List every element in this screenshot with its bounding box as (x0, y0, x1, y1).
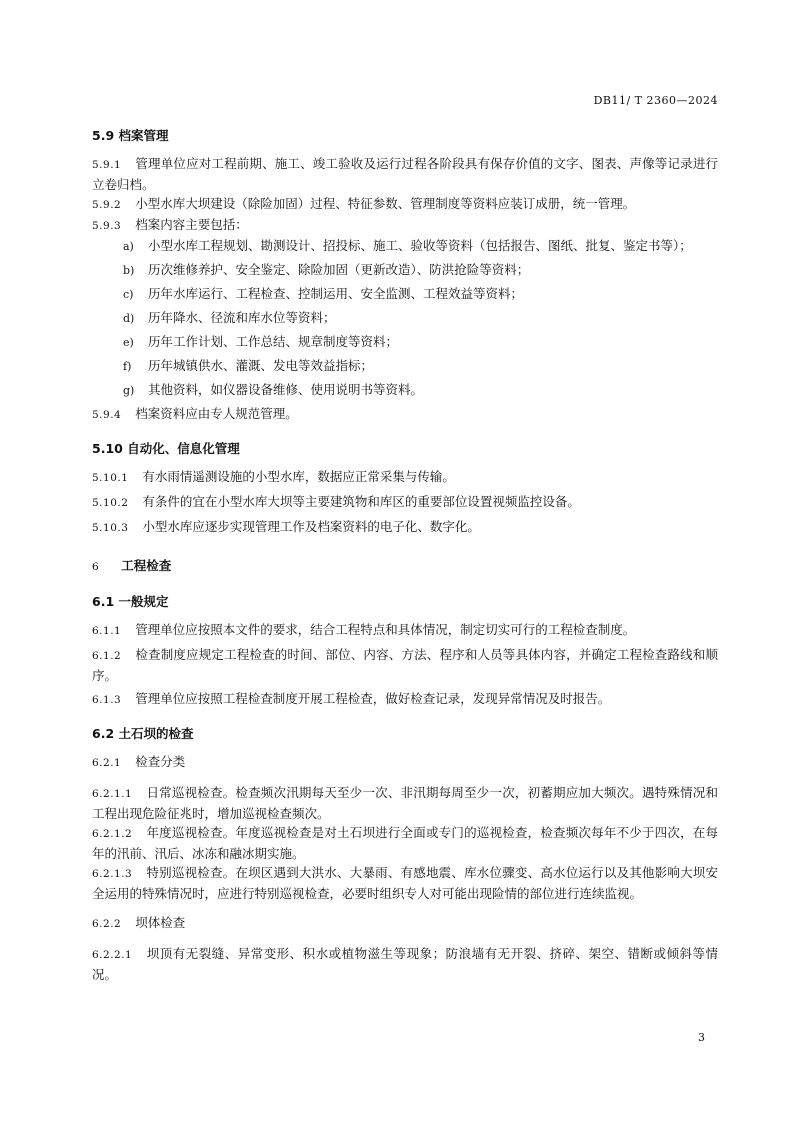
heading-5-9: 5.9 档案管理 (92, 128, 169, 143)
list-text: 历年工作计划、工作总结、规章制度等资料； (148, 334, 399, 349)
list-item (92, 332, 718, 352)
heading-6-1: 6.1 一般规定 (92, 594, 169, 609)
list-marker: e) (123, 336, 134, 349)
clause-text: 管理单位应按照工程检查制度开展工程检查，做好检查记录，发现异常情况及时报告。 (135, 691, 611, 706)
list-text: 小型水库工程规划、勘测设计、招投标、施工、验收等资料（包括报告、图纸、批复、鉴定书等）； (148, 238, 692, 253)
clause-text: 有水雨情遥测设施的小型水库，数据应正常采集与传输。 (142, 469, 455, 484)
clause-number: 5.10.1 (92, 472, 129, 484)
clause-6-1-2 (92, 645, 718, 685)
clause-5-9-3 (92, 215, 718, 236)
document-body (92, 126, 718, 984)
clause-number: 6.2.1.2 (92, 828, 133, 840)
clause-number: 5.10.2 (92, 497, 129, 509)
clause-text: 档案内容主要包括： (135, 217, 248, 232)
clause-6-2-2-1 (92, 944, 718, 984)
heading-6-2-2 (92, 913, 718, 934)
list-marker: g) (123, 384, 135, 397)
clause-number: 5.10.3 (92, 522, 129, 534)
list-text: 历次维修养护、安全鉴定、除险加固（更新改造）、防洪抢险等资料； (148, 262, 530, 277)
list-marker: f) (123, 360, 132, 373)
heading-5-10: 5.10 自动化、信息化管理 (92, 441, 240, 456)
clause-number: 6.1.3 (92, 694, 122, 706)
clause-number: 6.1.1 (92, 625, 122, 637)
clause-6-2-1-2 (92, 823, 718, 863)
clause-5-10-2 (92, 492, 718, 513)
list-item (92, 236, 718, 256)
list-text: 历年降水、径流和库水位等资料； (148, 310, 336, 325)
list-item (92, 380, 718, 400)
list-marker: b) (123, 264, 135, 277)
page-number: 3 (698, 1031, 705, 1044)
clause-6-1-1 (92, 620, 718, 641)
clause-number: 6.2.2.1 (92, 949, 133, 961)
list-text: 历年水库运行、工程检查、控制运用、安全监测、工程效益等资料； (148, 286, 524, 301)
clause-5-9-1 (92, 154, 718, 194)
list-text: 历年城镇供水、灌溉、发电等效益指标； (148, 358, 374, 373)
list-marker: c) (123, 288, 134, 301)
clause-5-9-4 (92, 404, 718, 425)
clause-6-2-1-1 (92, 783, 718, 823)
list-marker: d) (123, 312, 135, 325)
list-item (92, 260, 718, 280)
clause-number: 5.9.1 (92, 159, 122, 171)
clause-text: 小型水库应逐步实现管理工作及档案资料的电子化、数字化。 (142, 519, 480, 534)
clause-number: 6.2.1 (92, 757, 122, 769)
clause-text: 坝顶有无裂缝、异常变形、积水或植物滋生等现象；防浪墙有无开裂、挤碎、架空、错断或倾斜等情况。 (92, 946, 718, 982)
clause-5-10-3 (92, 517, 718, 538)
clause-text: 档案资料应由专人规范管理。 (135, 406, 298, 421)
clause-title: 坝体检查 (135, 915, 186, 930)
clause-text: 小型水库大坝建设（除险加固）过程、特征参数、管理制度等资料应装订成册，统一管理。 (135, 196, 636, 211)
list-item (92, 284, 718, 304)
clause-6-1-3 (92, 689, 718, 710)
clause-number: 6.2.2 (92, 918, 122, 930)
clause-text: 日常巡视检查。检查频次汛期每天至少一次、非汛期每周至少一次，初蓄期应加大频次。遇特殊情况和工程出现危险征兆时，增加巡视检查频次。 (92, 785, 718, 821)
heading-6-2: 6.2 土石坝的检查 (92, 726, 194, 741)
clause-text: 有条件的宜在小型水库大坝等主要建筑物和库区的重要部位设置视频监控设备。 (142, 494, 580, 509)
standard-code-header: DB11/ T 2360—2024 (593, 94, 718, 107)
clause-5-9-2 (92, 194, 718, 215)
clause-6-2-1-3 (92, 863, 718, 903)
clause-number: 5.9.2 (92, 199, 122, 211)
clause-text: 管理单位应对工程前期、施工、竣工验收及运行过程各阶段具有保存价值的文字、图表、声像等记录进行立卷归档。 (92, 156, 718, 192)
clause-number: 6.2.1.3 (92, 868, 133, 880)
clause-number: 6.1.2 (92, 650, 122, 662)
list-item (92, 308, 718, 328)
clause-number: 6.2.1.1 (92, 788, 133, 800)
clause-title: 检查分类 (135, 754, 186, 769)
heading-6 (92, 556, 718, 574)
chapter-title: 工程检查 (121, 558, 172, 573)
list-text: 其他资料，如仪器设备维修、使用说明书等资料。 (148, 382, 424, 397)
clause-text: 特别巡视检查。在坝区遇到大洪水、大暴雨、有感地震、库水位骤变、高水位运行以及其他影响大坝安全运用的特殊情况时，应进行特别巡视检查，必要时组织专人对可能出现险情的部位进行连续监视。 (92, 865, 718, 901)
heading-6-2-1 (92, 752, 718, 773)
clause-5-10-1 (92, 467, 718, 488)
clause-text: 检查制度应规定工程检查的时间、部位、内容、方法、程序和人员等具体内容，并确定工程检查路线和顺序。 (92, 647, 718, 683)
clause-text: 年度巡视检查。年度巡视检查是对土石坝进行全面或专门的巡视检查，检查频次每年不少于四次，在每年的汛前、汛后、冰冻和融冰期实施。 (92, 825, 718, 861)
clause-number: 5.9.3 (92, 220, 122, 232)
list-marker: a) (123, 240, 134, 253)
list-item (92, 356, 718, 376)
clause-number: 5.9.4 (92, 409, 122, 421)
clause-text: 管理单位应按照本文件的要求，结合工程特点和具体情况，制定切实可行的工程检查制度。 (135, 622, 636, 637)
chapter-number: 6 (92, 561, 100, 573)
